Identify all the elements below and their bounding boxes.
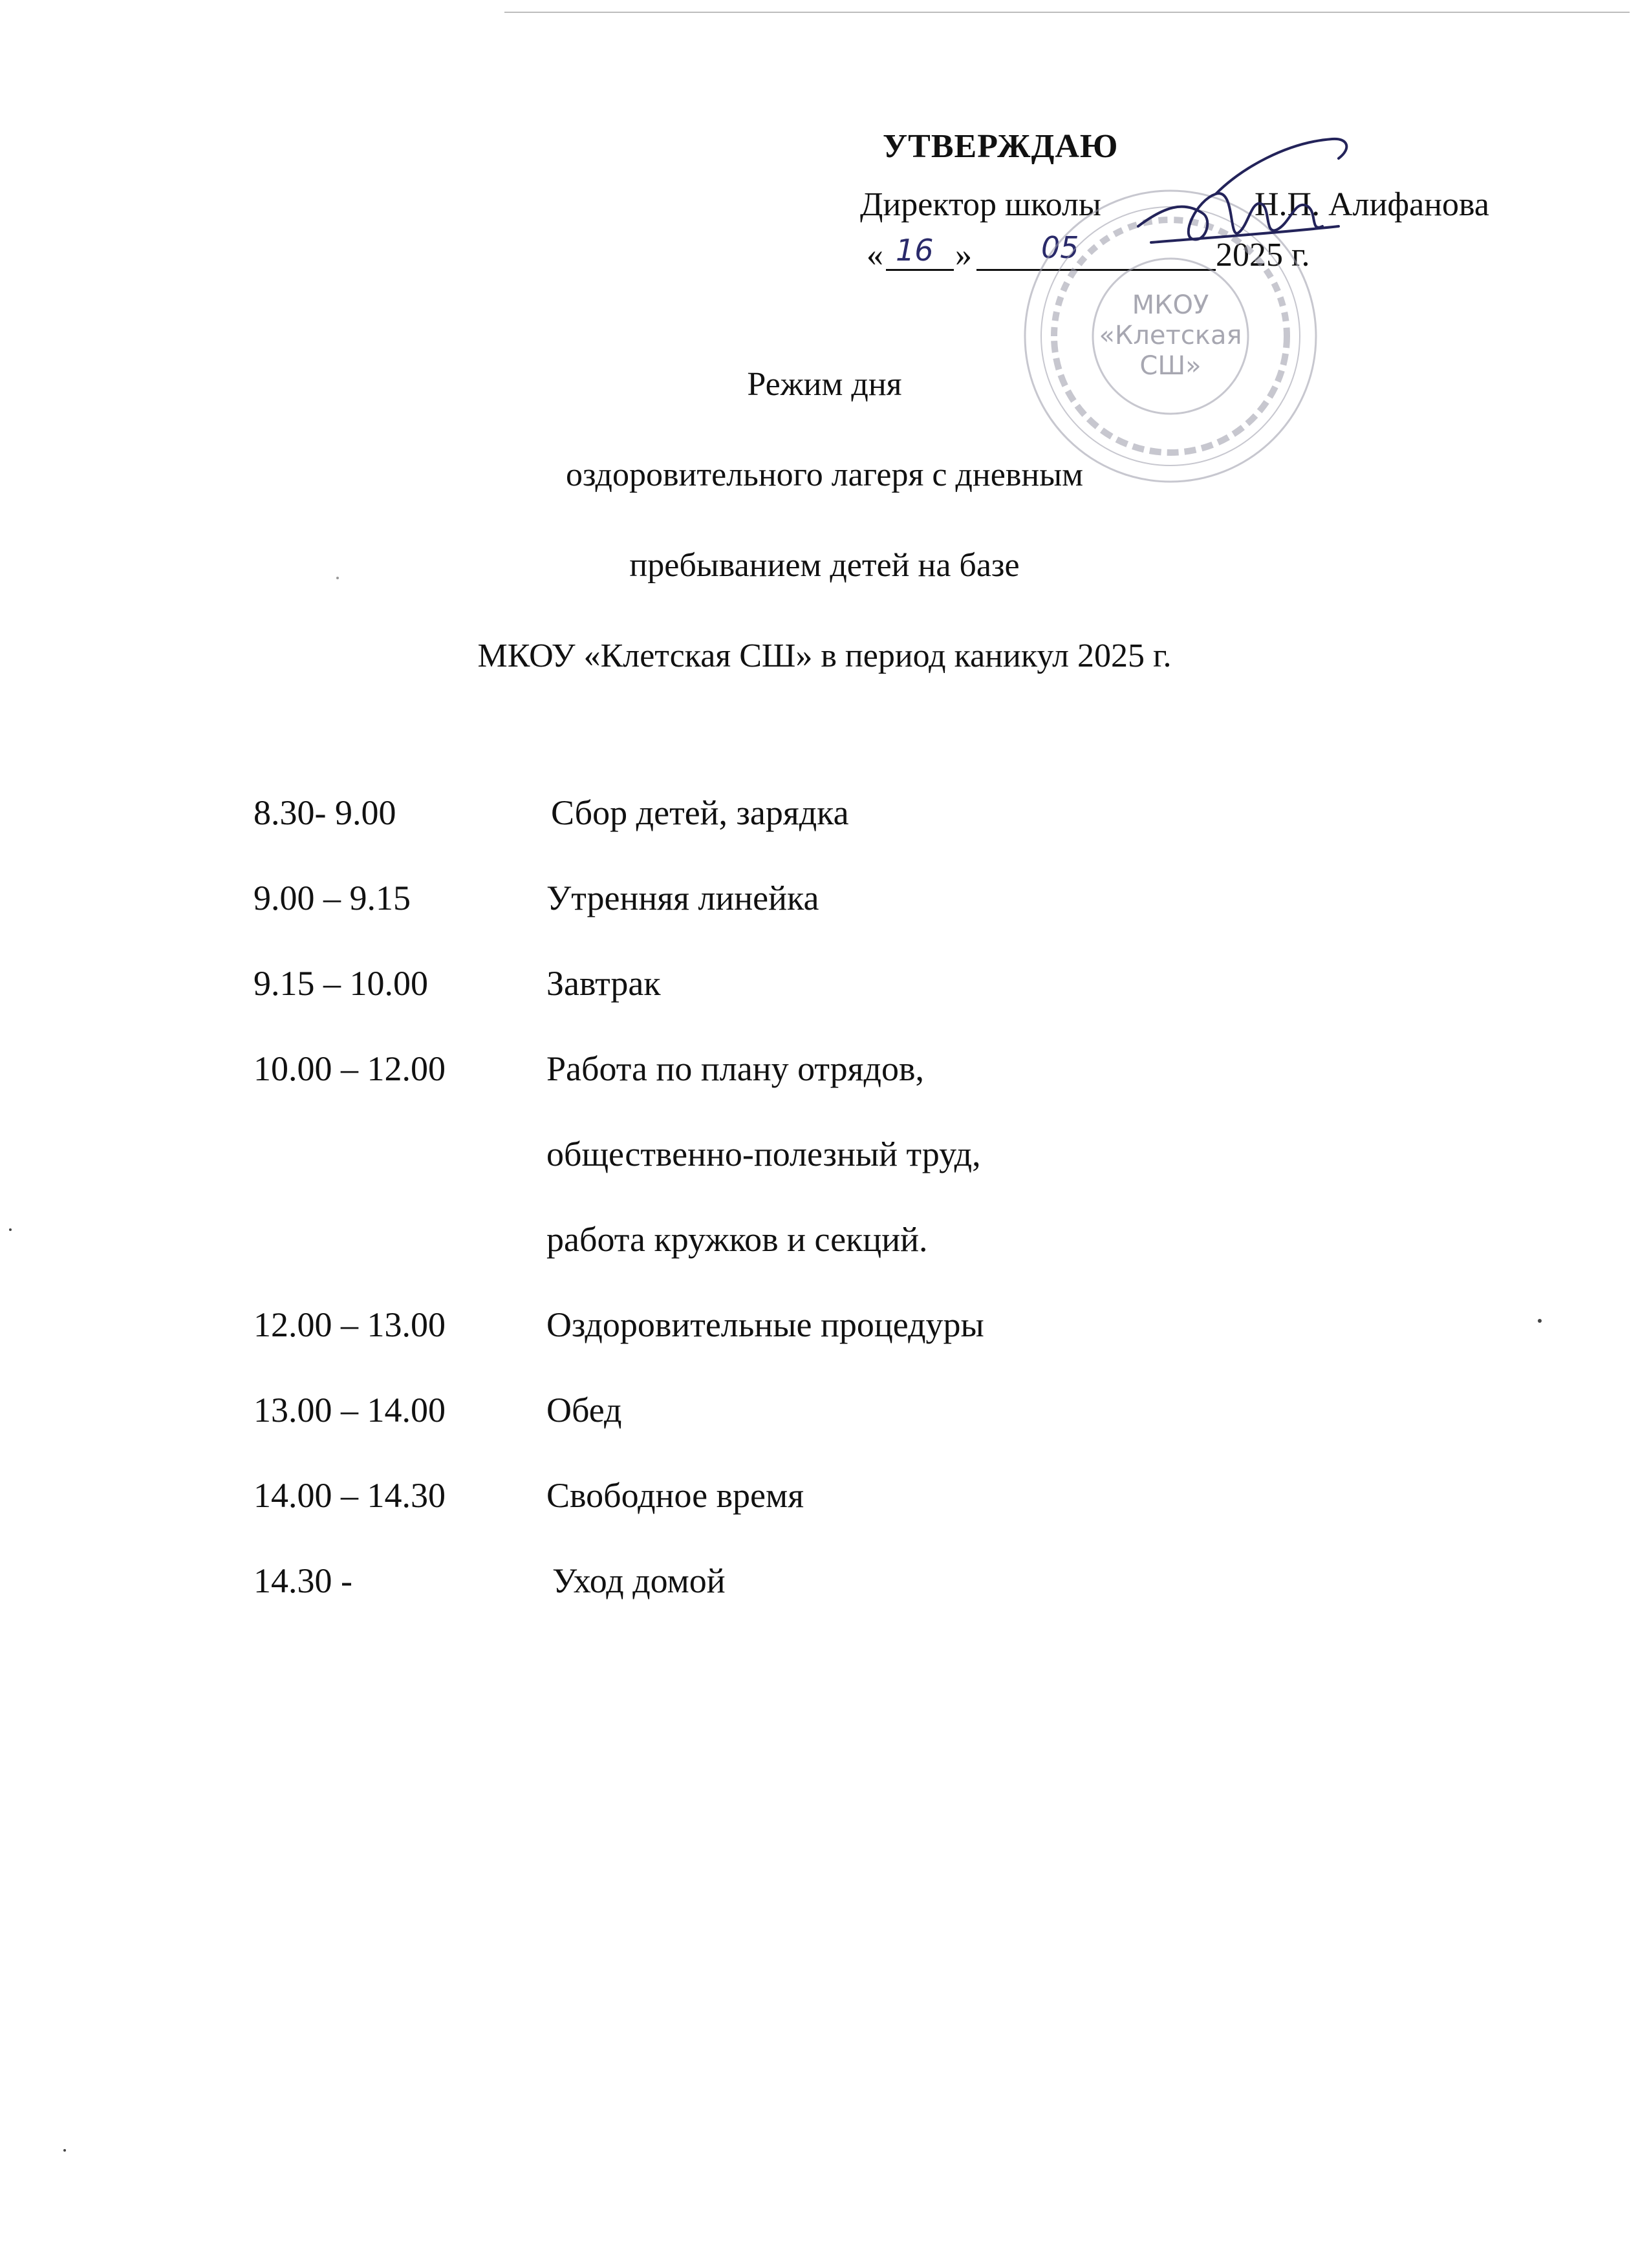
schedule-time: 14.30 - xyxy=(253,1561,352,1600)
date-day-blank xyxy=(886,269,954,271)
schedule-activity: работа кружков и секций. xyxy=(546,1220,928,1259)
schedule-activity: Сбор детей, зарядка xyxy=(551,793,849,832)
scan-speck xyxy=(336,577,339,579)
schedule-activity: Работа по плану отрядов, xyxy=(546,1049,924,1088)
schedule-time: 13.00 – 14.00 xyxy=(253,1391,446,1429)
schedule-row xyxy=(253,961,1417,1006)
date-quote-close: » xyxy=(955,237,972,273)
title-line-3: пребыванием детей на базе xyxy=(629,547,1020,584)
date-year: 2025 г. xyxy=(1216,237,1310,273)
scan-edge-line xyxy=(504,12,1630,13)
schedule-row xyxy=(253,1387,1417,1433)
schedule-row xyxy=(253,1217,1417,1262)
stamp-text-1: МКОУ xyxy=(1132,290,1209,320)
date-month: 05 xyxy=(1041,230,1079,265)
schedule-time: 9.00 – 9.15 xyxy=(253,879,411,917)
director-signature xyxy=(1125,129,1358,284)
stamp-text-3: СШ» xyxy=(1139,351,1202,381)
schedule-activity: Оздоровительные процедуры xyxy=(546,1305,984,1344)
director-position: Директор школы xyxy=(860,186,1101,223)
schedule-activity: Свободное время xyxy=(546,1476,804,1515)
schedule-time: 12.00 – 13.00 xyxy=(253,1305,446,1344)
title-line-1: Режим дня xyxy=(747,366,902,403)
title-line-4: МКОУ «Клетская СШ» в период каникул 2025 г. xyxy=(477,637,1172,674)
director-name: Н.П. Алифанова xyxy=(1255,186,1489,223)
schedule-activity: Утренняя линейка xyxy=(546,879,819,917)
title-line-2: оздоровительного лагеря с дневным xyxy=(565,456,1084,493)
schedule-row xyxy=(253,875,1417,921)
schedule-row xyxy=(253,1558,1417,1603)
date-day: 16 xyxy=(896,233,934,268)
schedule-row xyxy=(253,790,1417,835)
approval-title: УТВЕРЖДАЮ xyxy=(883,128,1119,165)
scan-speck xyxy=(9,1228,12,1231)
schedule-row xyxy=(253,1302,1417,1347)
scan-speck xyxy=(1538,1319,1542,1323)
scan-speck xyxy=(63,2149,66,2152)
date-quote-open: « xyxy=(867,237,883,273)
schedule-time: 14.00 – 14.30 xyxy=(253,1476,446,1515)
schedule-time: 8.30- 9.00 xyxy=(253,793,396,832)
schedule-row xyxy=(253,1473,1417,1518)
stamp-text-2: «Клетская xyxy=(1099,321,1242,350)
schedule-activity: Завтрак xyxy=(546,964,661,1003)
schedule-activity: Уход домой xyxy=(552,1561,726,1600)
schedule-activity: общественно-полезный труд, xyxy=(546,1135,981,1173)
schedule-row xyxy=(253,1131,1417,1177)
schedule-row xyxy=(253,1046,1417,1091)
schedule-activity: Обед xyxy=(546,1391,622,1429)
schedule-time: 9.15 – 10.00 xyxy=(253,964,428,1003)
schedule-time: 10.00 – 12.00 xyxy=(253,1049,446,1088)
